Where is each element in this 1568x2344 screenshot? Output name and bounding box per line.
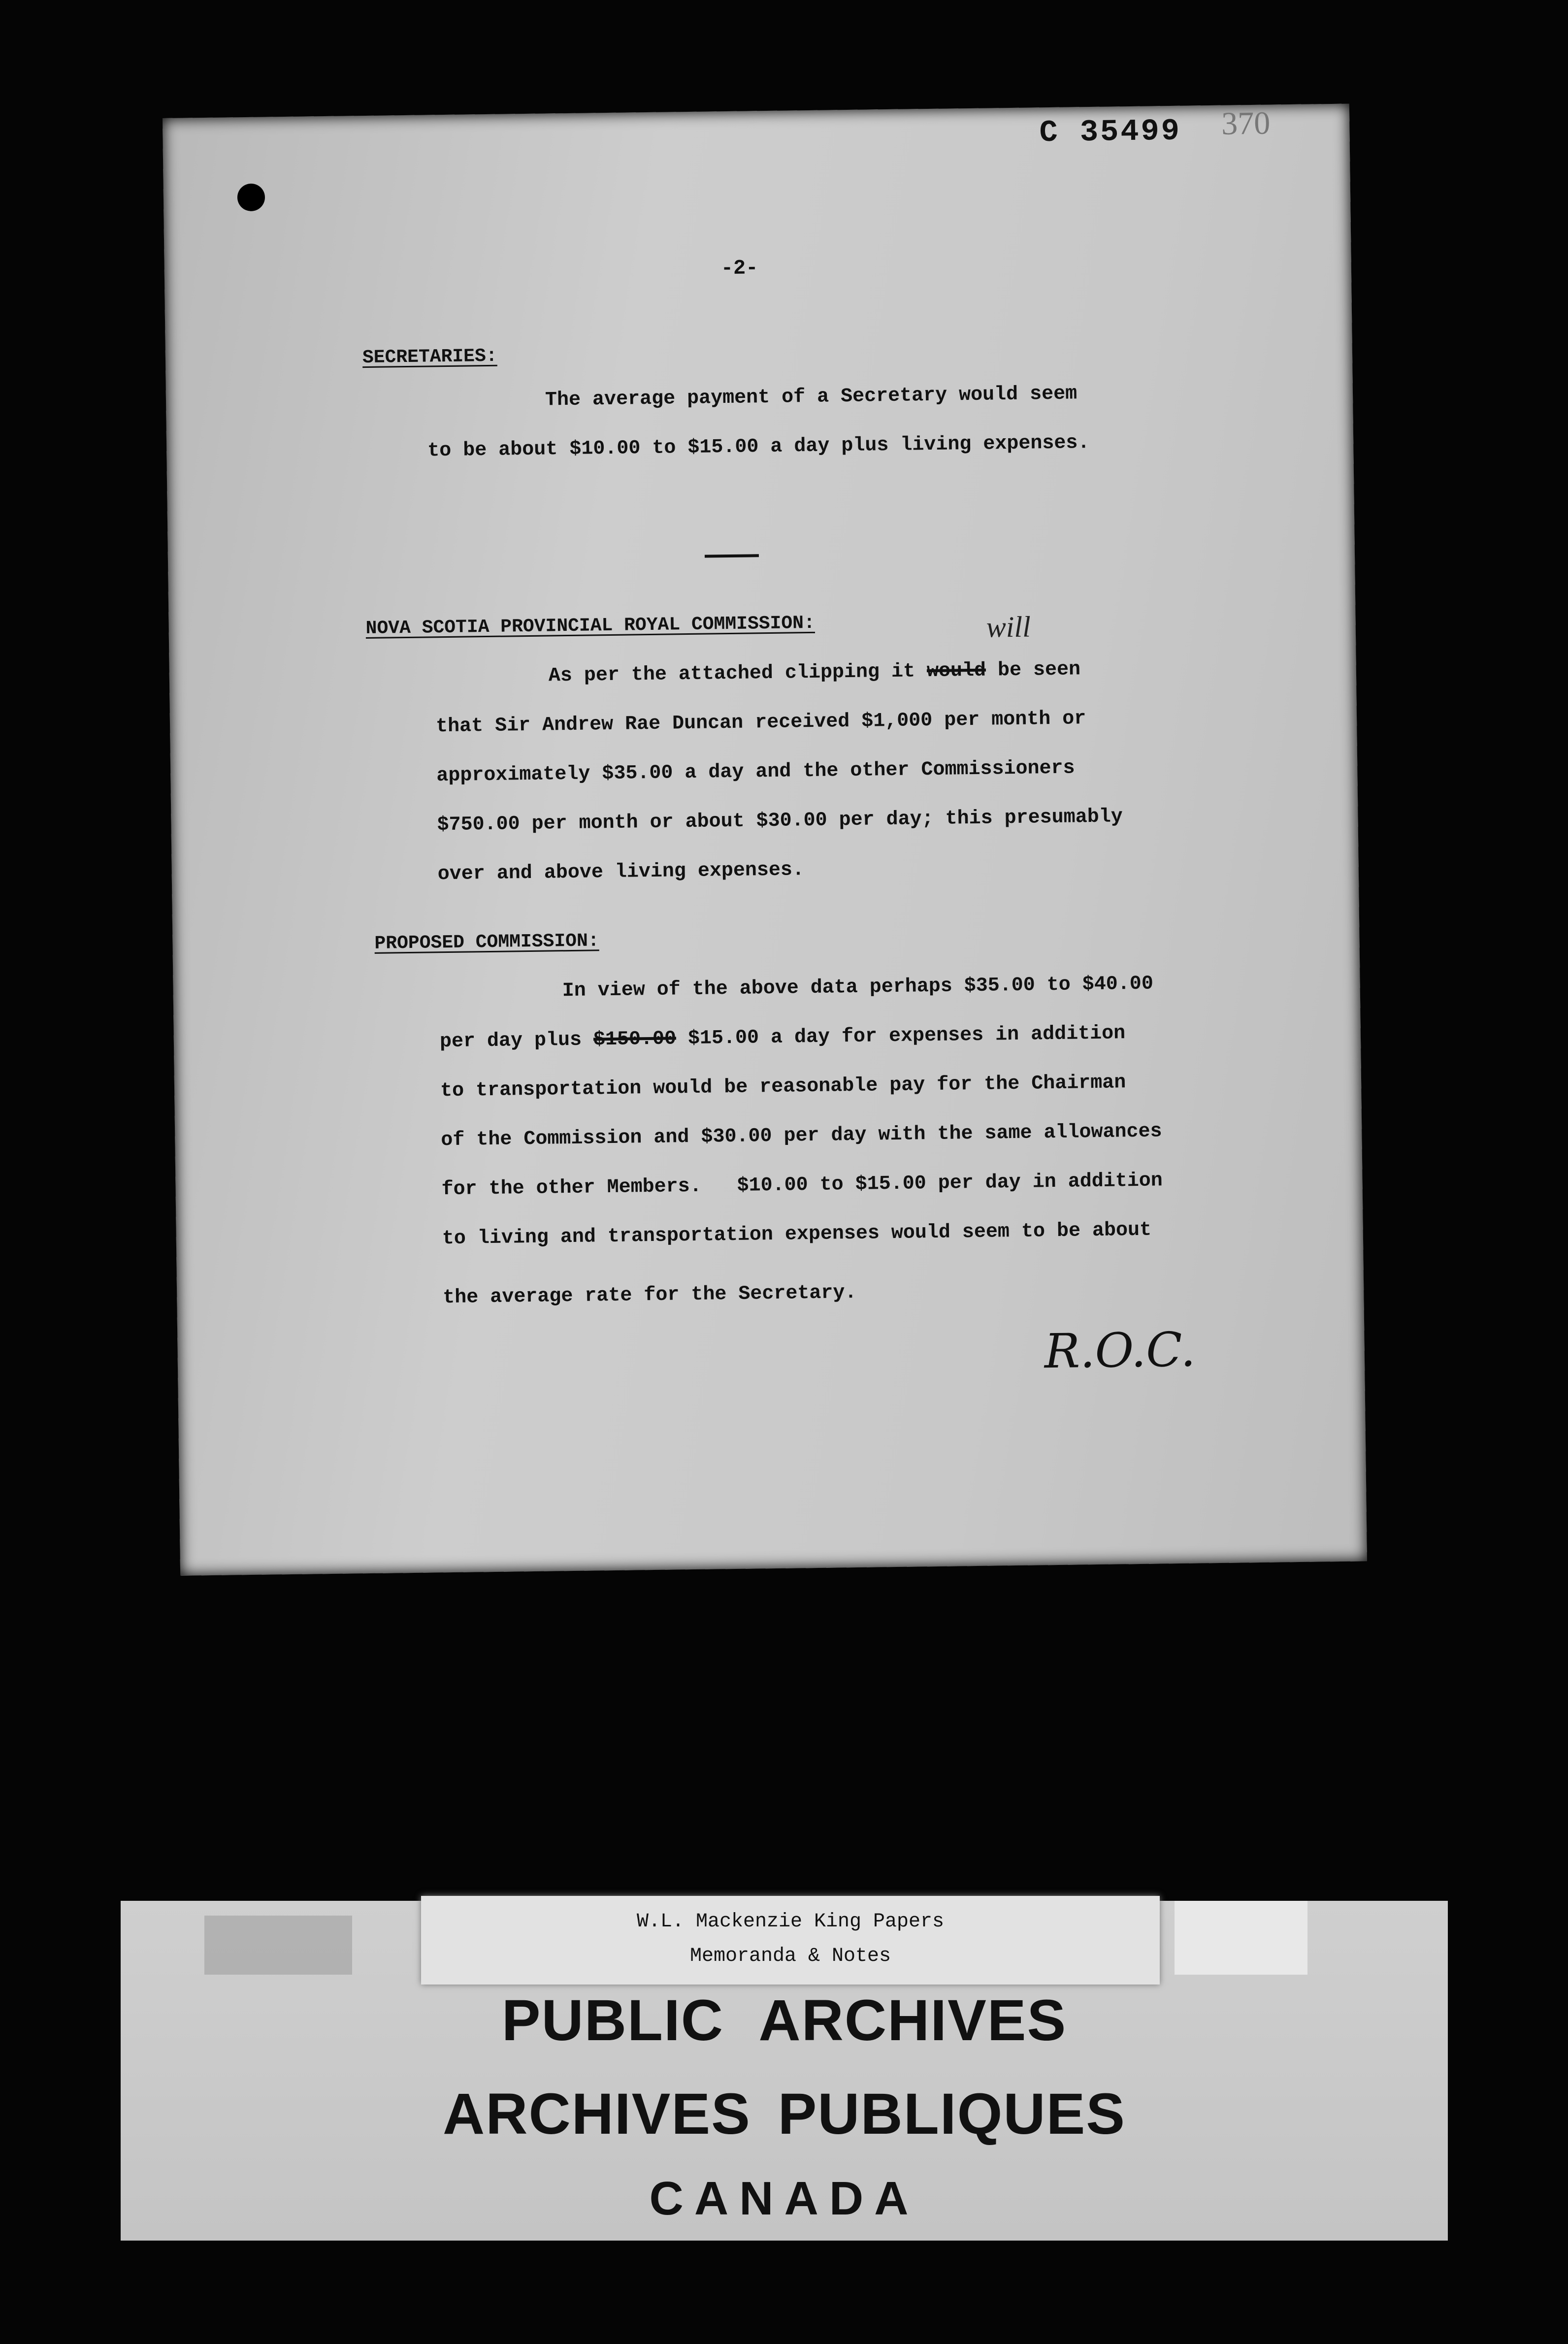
punch-hole	[237, 183, 265, 211]
nova-scotia-line-4: $750.00 per month or about $30.00 per day; this presumably	[437, 806, 1123, 837]
reference-number: C 35499	[1039, 113, 1182, 151]
line-rest: $15.00 a day for expenses in addition	[687, 1022, 1126, 1050]
stamp-public-archives: PUBLIC ARCHIVES	[501, 1988, 1067, 2053]
page-marker: -2-	[720, 256, 758, 281]
secretaries-line-1: The average payment of a Secretary would seem	[545, 383, 1078, 412]
struck-word: would	[926, 659, 986, 683]
nova-scotia-line-2: that Sir Andrew Rae Duncan received $1,000 per month or	[435, 708, 1086, 738]
handwritten-initials: R.O.C.	[1044, 1322, 1196, 1379]
series-name: Memoranda & Notes	[689, 1945, 891, 1967]
line-prefix: As per the attached clipping it	[548, 660, 915, 687]
tape-remnant	[1175, 1901, 1307, 1975]
line-rest: be seen	[997, 658, 1081, 682]
nova-scotia-line-1	[549, 658, 1081, 687]
typed-memo-page	[163, 104, 1367, 1576]
struck-amount: $150.00	[593, 1028, 677, 1051]
collection-name: W.L. Mackenzie King Papers	[636, 1911, 945, 1933]
line-prefix: per day plus	[439, 1029, 582, 1053]
heading-proposed-commission: PROPOSED COMMISSION:	[374, 930, 599, 954]
proposed-line-5: for the other Members. $10.00 to $15.00 per day in addition	[441, 1170, 1163, 1201]
stamp-archives-publiques: ARCHIVES PUBLIQUES	[443, 2082, 1126, 2147]
proposed-line-2	[440, 1022, 1126, 1053]
proposed-line-7: the average rate for the Secretary.	[443, 1281, 857, 1309]
handwritten-insertion: will	[986, 610, 1031, 644]
archive-stamp	[121, 1901, 1448, 2241]
nova-scotia-line-5: over and above living expenses.	[437, 859, 805, 886]
heading-nova-scotia: NOVA SCOTIA PROVINCIAL ROYAL COMMISSION:	[365, 612, 816, 640]
section-divider	[705, 554, 759, 557]
secretaries-line-2: to be about $10.00 to $15.00 a day plus living expenses.	[427, 432, 1090, 462]
proposed-line-3: to transportation would be reasonable pay for the Chairman	[440, 1072, 1126, 1103]
tape-remnant	[204, 1916, 352, 1975]
nova-scotia-line-3: approximately $35.00 a day and the other Commissioners	[436, 757, 1075, 787]
proposed-line-4: of the Commission and $30.00 per day with the same allowances	[441, 1120, 1162, 1152]
stamp-canada: CANADA	[649, 2172, 919, 2225]
proposed-line-6: to living and transportation expenses would seem to be about	[442, 1219, 1152, 1250]
heading-secretaries: SECRETARIES:	[362, 345, 497, 369]
proposed-line-1: In view of the above data perhaps $35.00 to $40.00	[562, 973, 1154, 1003]
collection-label	[421, 1896, 1160, 1985]
archive-page-number: 370	[1221, 105, 1271, 142]
